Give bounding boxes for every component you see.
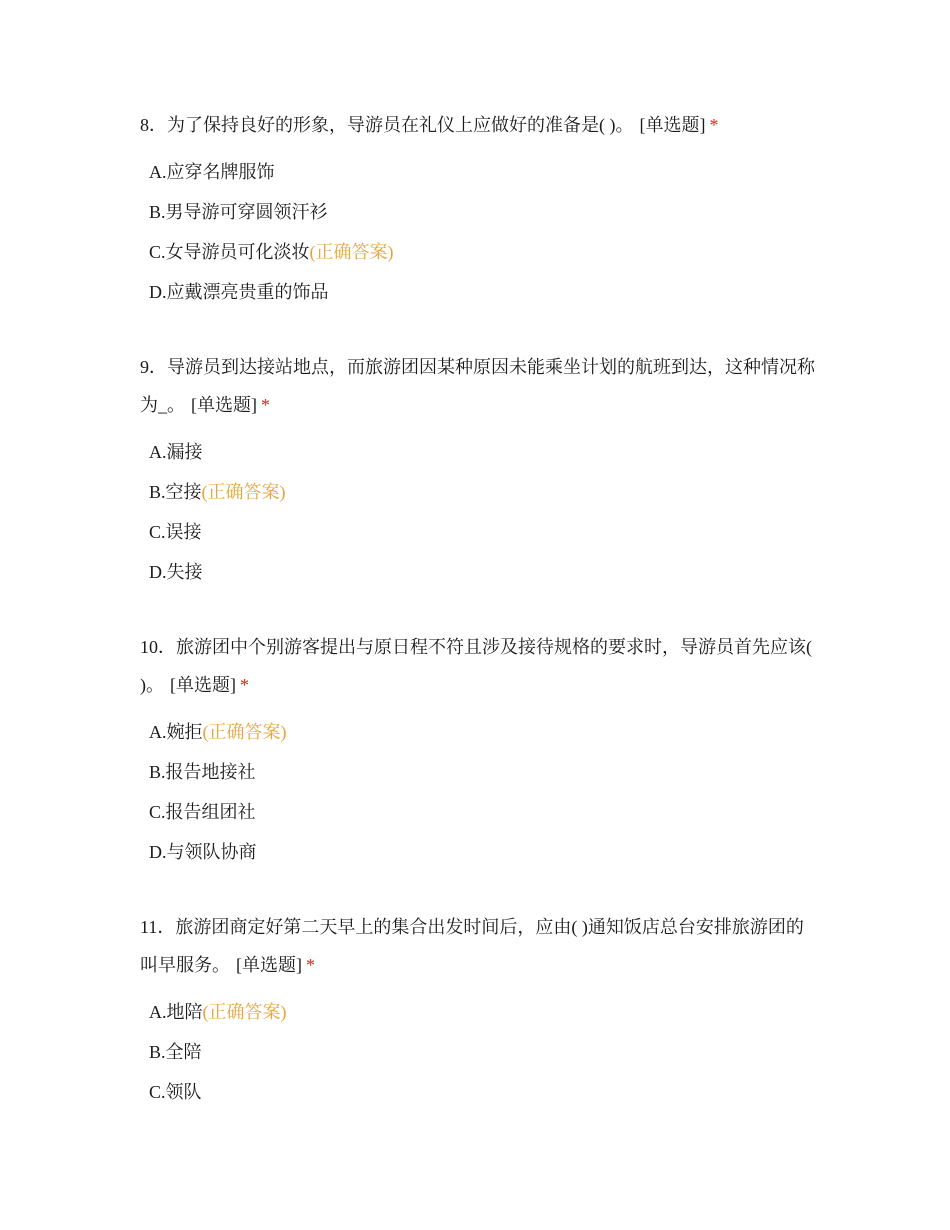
- correct-answer-mark: (正确答案): [201, 482, 286, 502]
- option-label: D.失接: [149, 562, 203, 582]
- option-label: A.漏接: [149, 442, 203, 462]
- question-number: 8: [140, 115, 149, 135]
- option-d[interactable]: [140, 832, 820, 872]
- question-number: 11: [140, 917, 158, 937]
- question-type: [单选题]: [191, 395, 257, 415]
- option-label: C.女导游员可化淡妆: [149, 242, 310, 262]
- question-text: 为了保持良好的形象，导游员在礼仪上应做好的准备是( )。: [167, 115, 634, 135]
- option-d[interactable]: [140, 552, 820, 592]
- question-type: [单选题]: [236, 955, 302, 975]
- question-text: 导游员到达接站地点，而旅游团因某种原因未能乘坐计划的航班到达，这种情况称为_。: [140, 357, 815, 415]
- option-b[interactable]: [140, 472, 820, 512]
- option-label: A.应穿名牌服饰: [149, 162, 275, 182]
- question-title: 9．导游员到达接站地点，而旅游团因某种原因未能乘坐计划的航班到达，这种情况称为_。 [单选题] *: [140, 357, 815, 415]
- required-asterisk: *: [306, 955, 315, 975]
- option-list: [140, 432, 820, 592]
- option-list: [140, 712, 820, 872]
- option-label: B.全陪: [149, 1042, 202, 1062]
- option-list: [140, 152, 820, 312]
- option-label: C.报告组团社: [149, 802, 256, 822]
- correct-answer-mark: (正确答案): [309, 242, 394, 262]
- option-label: C.领队: [149, 1082, 202, 1102]
- required-asterisk: *: [709, 115, 719, 135]
- option-c[interactable]: [140, 512, 820, 552]
- option-a[interactable]: [140, 432, 820, 472]
- correct-answer-mark: (正确答案): [202, 722, 287, 742]
- option-label: A.婉拒: [149, 722, 203, 742]
- question-8: [140, 106, 820, 312]
- question-number: 9: [140, 357, 149, 377]
- option-a[interactable]: [140, 992, 820, 1032]
- option-label: B.空接: [149, 482, 202, 502]
- question-number: 10: [140, 637, 158, 657]
- option-b[interactable]: [140, 192, 820, 232]
- question-9: [140, 348, 820, 592]
- question-type: [单选题]: [170, 675, 236, 695]
- question-title: 11．旅游团商定好第二天早上的集合出发时间后，应由( )通知饭店总台安排旅游团的叫早服务。 [单选题] *: [140, 917, 804, 975]
- question-title: 10．旅游团中个别游客提出与原日程不符且涉及接待规格的要求时，导游员首先应该( )。 [单选题] *: [140, 637, 812, 695]
- option-d[interactable]: [140, 272, 820, 312]
- question-type: [单选题]: [639, 115, 706, 135]
- question-title: 8．为了保持良好的形象，导游员在礼仪上应做好的准备是( )。 [单选题] *: [140, 115, 719, 135]
- option-b[interactable]: [140, 1032, 820, 1072]
- question-11: [140, 908, 820, 1112]
- option-label: B.报告地接社: [149, 762, 256, 782]
- required-asterisk: *: [261, 395, 270, 415]
- option-c[interactable]: [140, 232, 820, 272]
- option-list: [140, 992, 820, 1112]
- option-b[interactable]: [140, 752, 820, 792]
- question-text: 旅游团商定好第二天早上的集合出发时间后，应由( )通知饭店总台安排旅游团的叫早服务。: [140, 917, 804, 975]
- option-label: C.误接: [149, 522, 202, 542]
- correct-answer-mark: (正确答案): [202, 1002, 287, 1022]
- required-asterisk: *: [240, 675, 249, 695]
- option-a[interactable]: [140, 152, 820, 192]
- option-label: B.男导游可穿圆领汗衫: [149, 202, 328, 222]
- question-10: [140, 628, 820, 872]
- option-label: D.应戴漂亮贵重的饰品: [149, 282, 329, 302]
- option-label: A.地陪: [149, 1002, 203, 1022]
- option-label: D.与领队协商: [149, 842, 257, 862]
- option-a[interactable]: [140, 712, 820, 752]
- option-c[interactable]: [140, 1072, 820, 1112]
- question-text: 旅游团中个别游客提出与原日程不符且涉及接待规格的要求时，导游员首先应该( )。: [140, 637, 812, 695]
- option-c[interactable]: [140, 792, 820, 832]
